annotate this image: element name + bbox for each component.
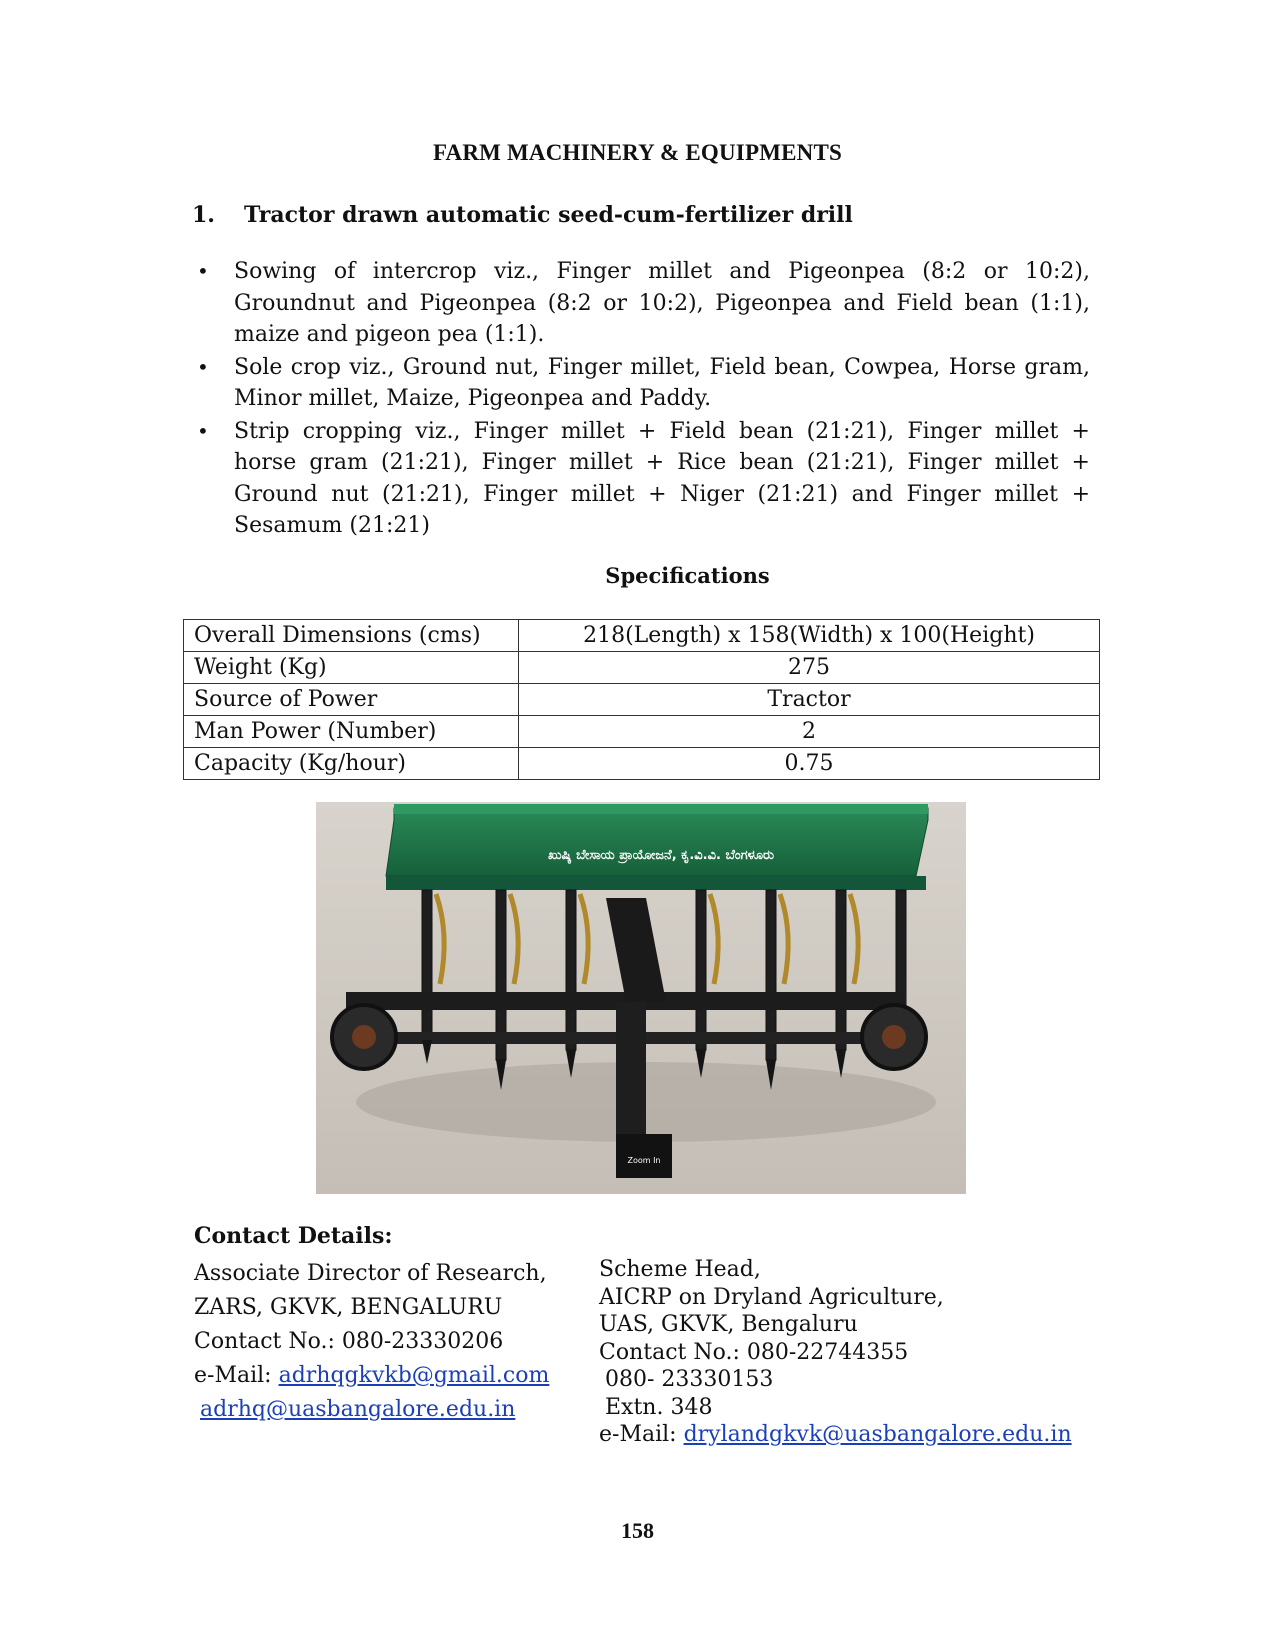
bullet-item-sole-crop: • Sole crop viz., Ground nut, Finger millet, Field bean, Cowpea, Horse gram, Minor millet, Maize, Pigeonpea and Paddy. (192, 352, 1090, 415)
contact-left-email-row (194, 1359, 549, 1393)
seed-hopper (386, 808, 928, 876)
email-link-adrhq[interactable]: adrhq@uasbangalore.edu.in (200, 1397, 516, 1422)
contact-left-phone: Contact No.: 080-23330206 (194, 1329, 504, 1354)
seed-drill-photo (316, 802, 966, 1194)
spec-value: 2 (519, 716, 1100, 748)
contact-heading: Contact Details: (194, 1223, 393, 1249)
usage-bullet-list (192, 256, 1090, 543)
email-link-drylandgkvk[interactable]: drylandgkvk@uasbangalore.edu.in (683, 1422, 1072, 1447)
spec-label: Overall Dimensions (cms) (184, 620, 519, 652)
spec-label: Man Power (Number) (184, 716, 519, 748)
table-row (184, 684, 1100, 716)
email-link-adrhqgkvkb[interactable]: adrhqgkvkb@gmail.com (278, 1363, 550, 1388)
contact-right-line: AICRP on Dryland Agriculture, (599, 1284, 944, 1310)
contact-right-block (599, 1256, 1072, 1449)
zoom-label: Zoom In (627, 1156, 661, 1165)
spec-value: 218(Length) x 158(Width) x 100(Height) (519, 620, 1100, 652)
email-label: e-Mail: (194, 1363, 279, 1388)
table-row (184, 652, 1100, 684)
section-number: 1. (192, 202, 215, 228)
table-row (184, 716, 1100, 748)
contact-left-line: ZARS, GKVK, BENGALURU (194, 1295, 503, 1320)
table-row (184, 620, 1100, 652)
contact-right-line: UAS, GKVK, Bengaluru (599, 1312, 858, 1337)
spec-value: 275 (519, 652, 1100, 684)
metering-rail (386, 876, 926, 890)
spec-label: Weight (Kg) (184, 652, 519, 684)
spec-label: Source of Power (184, 684, 519, 716)
spec-label: Capacity (Kg/hour) (184, 748, 519, 780)
contact-right-line: Scheme Head, (599, 1257, 761, 1282)
section-heading (192, 202, 853, 228)
email-label: e-Mail: (599, 1422, 684, 1447)
specifications-table (183, 619, 1100, 780)
page-title: FARM MACHINERY & EQUIPMENTS (433, 140, 842, 165)
hopper-banner-text: ಖುಷ್ಕಿ ಬೇಸಾಯ ಪ್ರಾಯೋಜನೆ, ಕೃ.ವಿ.ವಿ. ಬೆಂಗಳೂರು (547, 848, 775, 863)
left-wheel-hub (352, 1025, 376, 1049)
contact-left-line: Associate Director of Research, (194, 1261, 547, 1286)
table-row (184, 748, 1100, 780)
hopper-lid (394, 804, 928, 814)
contact-right-phone-2: 080- 23330153 (605, 1367, 774, 1392)
right-wheel-hub (882, 1025, 906, 1049)
spec-value: 0.75 (519, 748, 1100, 780)
contact-right-email-row (599, 1421, 1072, 1449)
contact-left-email-row-2 (194, 1393, 549, 1427)
drawbar (616, 1002, 646, 1142)
spec-value: Tractor (519, 684, 1100, 716)
contact-right-extension: Extn. 348 (605, 1394, 713, 1420)
contact-right-phone: Contact No.: 080-22744355 (599, 1339, 909, 1365)
bullet-item-strip-cropping: • Strip cropping viz., Finger millet + Field bean (21:21), Finger millet + horse gram (21:21), Finger millet + Rice bean (21:21), Finger millet + Ground nut (21:21), Finger millet + Niger (21:21) and Finger millet + Sesamum (21:21) (192, 416, 1090, 542)
specifications-heading: Specifications (605, 563, 770, 588)
section-title: Tractor drawn automatic seed-cum-fertilizer drill (244, 202, 853, 228)
bullet-item-intercrop: • Sowing of intercrop viz., Finger millet and Pigeonpea (8:2 or 10:2), Groundnut and Pigeonpea (8:2 or 10:2), Pigeonpea and Field bean (1:1), maize and pigeon pea (1:1). (192, 256, 1090, 351)
contact-left-block (194, 1257, 549, 1427)
page-number: 158 (621, 1518, 654, 1543)
